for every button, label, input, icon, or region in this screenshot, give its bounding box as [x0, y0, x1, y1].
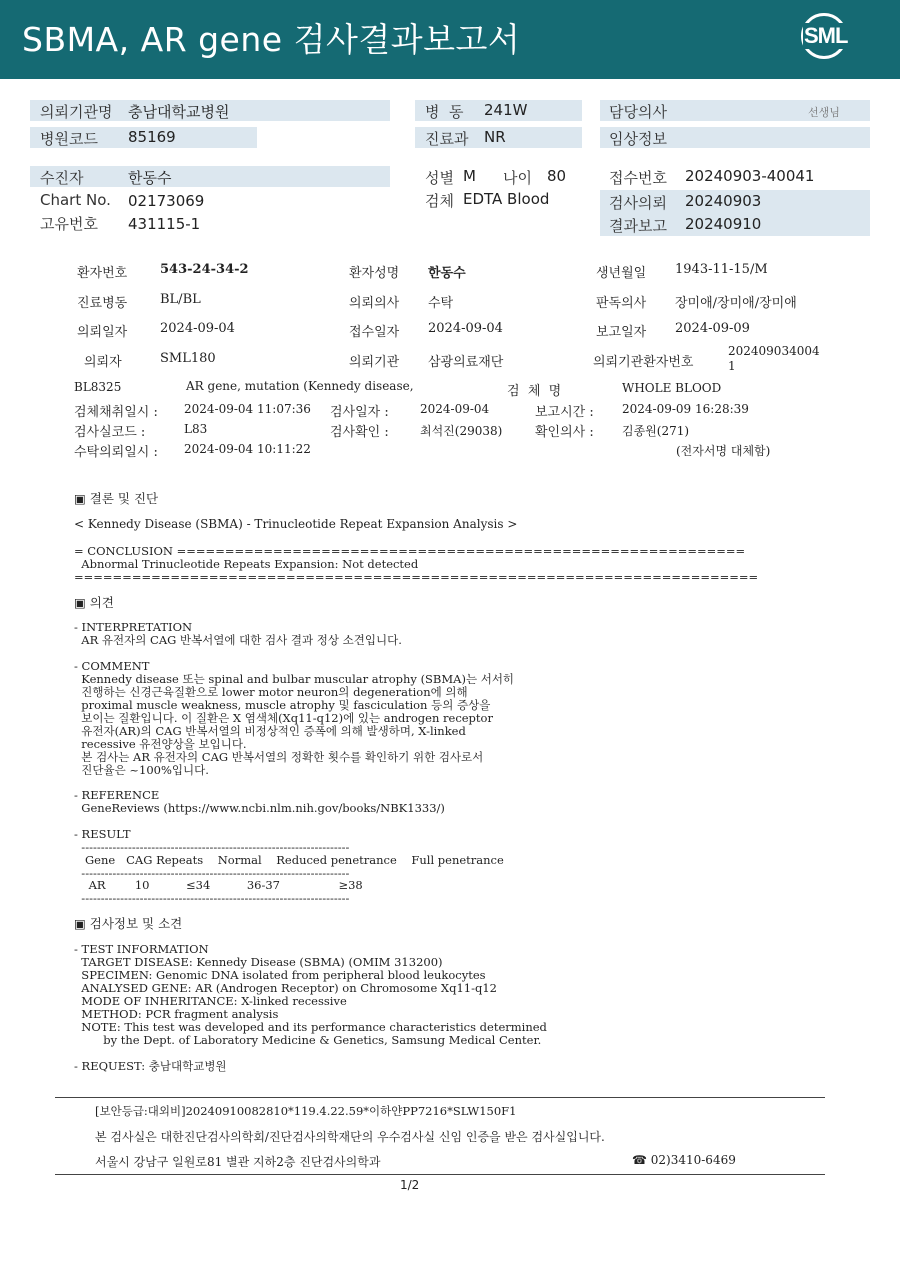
report-value: 20240910 [685, 215, 762, 233]
reqdate-label: 의뢰일자 [77, 325, 128, 340]
result-dash-bottom: --------------------------------------------------------------------- [74, 891, 350, 905]
ward-value: 241W [484, 101, 528, 119]
org-label: 의뢰기관명 [40, 103, 113, 121]
result-head: - RESULT [74, 827, 131, 841]
conclusion-head: = CONCLUSION =========================================================== [74, 544, 746, 558]
name-label: 환자성명 [349, 266, 400, 281]
comment-line-2: 진행하는 신경근육질환으로 lower motor neuron의 degeneration에 의해 [74, 685, 468, 699]
result-dash-top: --------------------------------------------------------------------- [74, 840, 350, 854]
testdate-value: 2024-09-04 [420, 402, 490, 416]
certification-line: 본 검사실은 대한진단검사의학회/진단검사의학재단의 우수검사실 신임 인증을 받은 검사실입니다. [95, 1130, 605, 1144]
section-testinfo-heading: ▣ 검사정보 및 소견 [74, 916, 183, 931]
confirm-value: 최석진(29038) [420, 424, 503, 438]
testdate-label: 검사일자 : [330, 405, 389, 420]
testinfo-line-1: TARGET DISEASE: Kennedy Disease (SBMA) (OMIM 313200) [74, 955, 443, 969]
requester-value: SML180 [160, 351, 216, 366]
cdoc-value: 김종원(271) [622, 424, 690, 438]
pward-label: 진료병동 [77, 296, 128, 311]
comment-line-6: recessive 유전양상을 보입니다. [74, 737, 247, 751]
room-value: L83 [184, 422, 208, 436]
reader-value: 장미애/장미애/장미애 [675, 296, 797, 311]
uid-label: 고유번호 [40, 215, 98, 233]
pward-value: BL/BL [160, 292, 201, 307]
interp-text: AR 유전자의 CAG 반복서열에 대한 검사 결과 정상 소견입니다. [74, 633, 402, 647]
phone-line: ☎ 02)3410-6469 [632, 1153, 736, 1167]
testinfo-line-5: METHOD: PCR fragment analysis [74, 1007, 279, 1021]
org-value: 충남대학교병원 [128, 103, 230, 121]
request-value: 20240903 [685, 192, 762, 210]
report-title: SBMA, AR gene 검사결과보고서 [22, 20, 521, 59]
test-code: BL8325 [74, 380, 122, 394]
comment-line-3: proximal muscle weakness, muscle atrophy 및 fasciculation 등의 증상을 [74, 698, 491, 712]
testinfo-line-4: MODE OF INHERITANCE: X-linked recessive [74, 994, 347, 1008]
ward-label: 병 동 [425, 103, 464, 121]
reference-text: GeneReviews (https://www.ncbi.nlm.nih.gov/books/NBK1333/) [74, 801, 445, 815]
request-label: 검사의뢰 [609, 194, 667, 212]
doctor-label: 담당의사 [609, 103, 667, 121]
footer-bottom-rule [55, 1174, 825, 1175]
recdate-value: 2024-09-04 [428, 321, 503, 336]
reqorg-label: 의뢰기관 [349, 355, 400, 370]
security-line: [보안등급:대외비]20240910082810*119.4.22.59*이하얀PP7216*SLW150F1 [95, 1104, 517, 1118]
uid-value: 431115-1 [128, 215, 201, 233]
requester-label: 의뢰자 [84, 355, 122, 370]
testinfo-line-6: NOTE: This test was developed and its performance characteristics determined [74, 1020, 547, 1034]
repdate-label: 보고일자 [596, 325, 647, 340]
doctor-suffix: 선생님 [808, 106, 840, 119]
testinfo-line-7: by the Dept. of Laboratory Medicine & Genetics, Samsung Medical Center. [74, 1033, 542, 1047]
conclusion-rule: ======================================================================= [74, 570, 759, 584]
clinical-label: 임상정보 [609, 130, 667, 148]
cdoc-label: 확인의사 : [535, 425, 594, 440]
consign-label: 수탁의뢰일시 : [74, 445, 158, 460]
test-name: AR gene, mutation (Kennedy disease, [186, 379, 414, 393]
footer-top-rule [55, 1097, 825, 1098]
testinfo-head: - TEST INFORMATION [74, 942, 209, 956]
comment-line-5: 유전자(AR)의 CAG 반복서열의 비정상적인 증폭에 의해 발생하며, X-linked [74, 724, 466, 738]
comment-line-4: 보이는 질환입니다. 이 질환은 X 염색체(Xq11-q12)에 있는 androgen receptor [74, 711, 493, 725]
reader-label: 판독의사 [596, 296, 647, 311]
section-conclusion-heading: ▣ 결론 및 진단 [74, 491, 159, 506]
dept-label: 진료과 [425, 130, 469, 148]
testinfo-line-3: ANALYSED GENE: AR (Androgen Receptor) on Chromosome Xq11-q12 [74, 981, 497, 995]
confirm-label: 검사확인 : [330, 425, 389, 440]
address-line: 서울시 강남구 일원로81 별관 지하2층 진단검사의학과 [95, 1155, 381, 1169]
testinfo-line-2: SPECIMEN: Genomic DNA isolated from peripheral blood leukocytes [74, 968, 486, 982]
hosp-code-label: 병원코드 [40, 130, 98, 148]
spec-label: 검 체 명 [507, 384, 562, 399]
section-opinion-heading: ▣ 의견 [74, 595, 114, 610]
hosp-code-value: 85169 [128, 128, 176, 146]
dob-label: 생년월일 [596, 266, 647, 281]
specimen-label: 검체 [425, 192, 454, 210]
conclusion-text: Abnormal Trinucleotide Repeats Expansion: Not detected [74, 557, 419, 571]
age-label: 나이 [503, 169, 532, 187]
report-label: 결과보고 [609, 217, 667, 235]
comment-line-1: Kennedy disease 또는 spinal and bulbar muscular atrophy (SBMA)는 서서히 [74, 672, 515, 686]
specimen-value: EDTA Blood [463, 190, 550, 208]
result-dash-mid: --------------------------------------------------------------------- [74, 866, 350, 880]
reference-head: - REFERENCE [74, 788, 160, 802]
recdate-label: 접수일자 [349, 325, 400, 340]
age-value: 80 [547, 167, 567, 185]
dob-value: 1943-11-15/M [675, 262, 768, 277]
sex-label: 성별 [425, 169, 454, 187]
patient-label: 수진자 [40, 169, 84, 187]
orgpid-value-2: 1 [728, 359, 736, 373]
receipt-value: 20240903-40041 [685, 167, 815, 185]
collect-label: 검체채취일시 : [74, 405, 158, 420]
sml-logo: SML [803, 23, 855, 49]
reqorg-value: 삼광의료재단 [428, 355, 504, 370]
sex-value: M [463, 167, 476, 185]
pid-label: 환자번호 [77, 266, 128, 281]
consign-value: 2024-09-04 10:11:22 [184, 442, 311, 456]
dept-value: NR [484, 128, 506, 146]
patient-value: 한동수 [128, 169, 172, 187]
room-label: 검사실코드 : [74, 425, 146, 440]
collect-value: 2024-09-04 11:07:36 [184, 402, 311, 416]
esign-note: (전자서명 대체함) [676, 444, 771, 458]
interp-head: - INTERPRETATION [74, 620, 193, 634]
comment-line-8: 진단율은 ~100%입니다. [74, 763, 209, 777]
page-number: 1/2 [400, 1178, 420, 1192]
orgpid-value-1: 202409034004 [728, 344, 820, 358]
comment-line-7: 본 검사는 AR 유전자의 CAG 반복서열의 정확한 횟수를 확인하기 위한 검사로서 [74, 750, 484, 764]
name-value: 한동수 [428, 266, 466, 281]
request-line: - REQUEST: 충남대학교병원 [74, 1059, 227, 1073]
orgpid-label: 의뢰기관환자번호 [593, 355, 694, 370]
reptime-value: 2024-09-09 16:28:39 [622, 402, 749, 416]
patient-box [30, 166, 390, 187]
reptime-label: 보고시간 : [535, 405, 594, 420]
result-table-row: AR 10 ≤34 36-37 ≥38 [74, 878, 363, 892]
analysis-title: < Kennedy Disease (SBMA) - Trinucleotide Repeat Expansion Analysis > [74, 517, 518, 531]
chart-label: Chart No. [40, 191, 111, 209]
receipt-label: 접수번호 [609, 169, 667, 187]
pid-value: 543-24-34-2 [160, 262, 249, 277]
reqdate-value: 2024-09-04 [160, 321, 235, 336]
reqdoc-value: 수탁 [428, 296, 454, 311]
repdate-value: 2024-09-09 [675, 321, 750, 336]
reqdoc-label: 의뢰의사 [349, 296, 400, 311]
chart-value: 02173069 [128, 192, 205, 210]
comment-head: - COMMENT [74, 659, 150, 673]
result-table-header: Gene CAG Repeats Normal Reduced penetrance Full penetrance [74, 853, 504, 867]
spec-value: WHOLE BLOOD [622, 381, 722, 395]
